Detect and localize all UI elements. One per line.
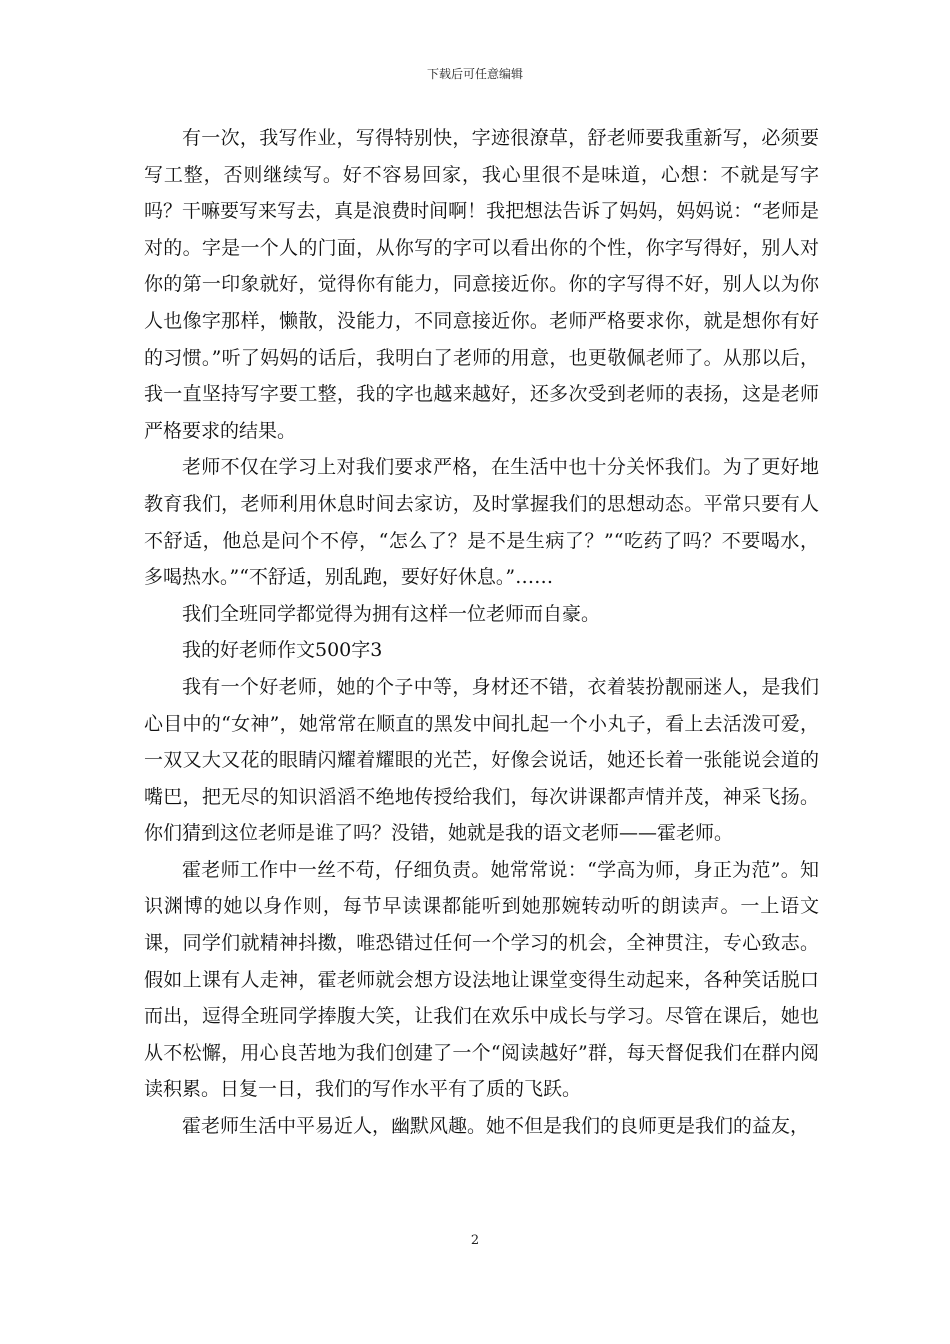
- paragraph: 霍老师生活中平易近人，幽默风趣。她不但是我们的良师更是我们的益友，: [182, 1115, 810, 1138]
- page-header: 下载后可任意编辑: [426, 67, 523, 81]
- paragraph: 我有一个好老师，她的个子中等，身材还不错，衣着装扮靓丽迷人，是我们心目中的“女神”，她常常在顺直的黑发中间扎起一个小丸子，看上去活泼可爱，一双又大又花的眼睛闪耀着耀眼的光芒，好像会说话，她还长着一张能说会道的嘴巴，把无尽的知识滔滔不绝地传授给我们，每次讲课都声情并茂，神采飞扬。你们猜到这位老师是谁了吗？没错，她就是我的语文老师——霍老师。: [144, 675, 819, 845]
- section-heading: 我的好老师作文500字3: [182, 639, 383, 662]
- document-body: [144, 120, 819, 1145]
- paragraph: 霍老师工作中一丝不苟，仔细负责。她常常说：“学高为师，身正为范”。知识渊博的她以身作则，每节早读课都能听到她那婉转动听的朗读声。一上语文课，同学们就精神抖擞，唯恐错过任何一个学习的机会，全神贯注，专心致志。假如上课有人走神，霍老师就会想方设法地让课堂变得生动起来，各种笑话脱口而出，逗得全班同学捧腹大笑，让我们在欢乐中成长与学习。尽管在课后，她也从不松懈，用心良苦地为我们创建了一个“阅读越好”群，每天督促我们在群内阅读积累。日复一日，我们的写作水平有了质的飞跃。: [144, 858, 819, 1101]
- paragraph: 有一次，我写作业，写得特别快，字迹很潦草，舒老师要我重新写，必须要写工整，否则继续写。好不容易回家，我心里很不是味道，心想：不就是写字吗？干嘛要写来写去，真是浪费时间啊！我把想法告诉了妈妈，妈妈说：“老师是对的。字是一个人的门面，从你写的字可以看出你的个性，你字写得好，别人对你的第一印象就好，觉得你有能力，同意接近你。你的字写得不好，别人以为你人也像字那样，懒散，没能力，不同意接近你。老师严格要求你，就是想你有好的习惯。”听了妈妈的话后，我明白了老师的用意，也更敬佩老师了。从那以后，我一直坚持写字要工整，我的字也越来越好，还多次受到老师的表扬，这是老师严格要求的结果。: [144, 127, 819, 442]
- paragraph: 我们全班同学都觉得为拥有这样一位老师而自豪。: [182, 602, 601, 625]
- paragraph: 老师不仅在学习上对我们要求严格，在生活中也十分关怀我们。为了更好地教育我们，老师利用休息时间去家访，及时掌握我们的思想动态。平常只要有人不舒适，他总是问个不停，“怎么了？是不是生病了？”“吃药了吗？不要喝水，多喝热水。”“不舒适，别乱跑，要好好休息。”……: [144, 456, 819, 589]
- page-number: 2: [470, 1233, 480, 1248]
